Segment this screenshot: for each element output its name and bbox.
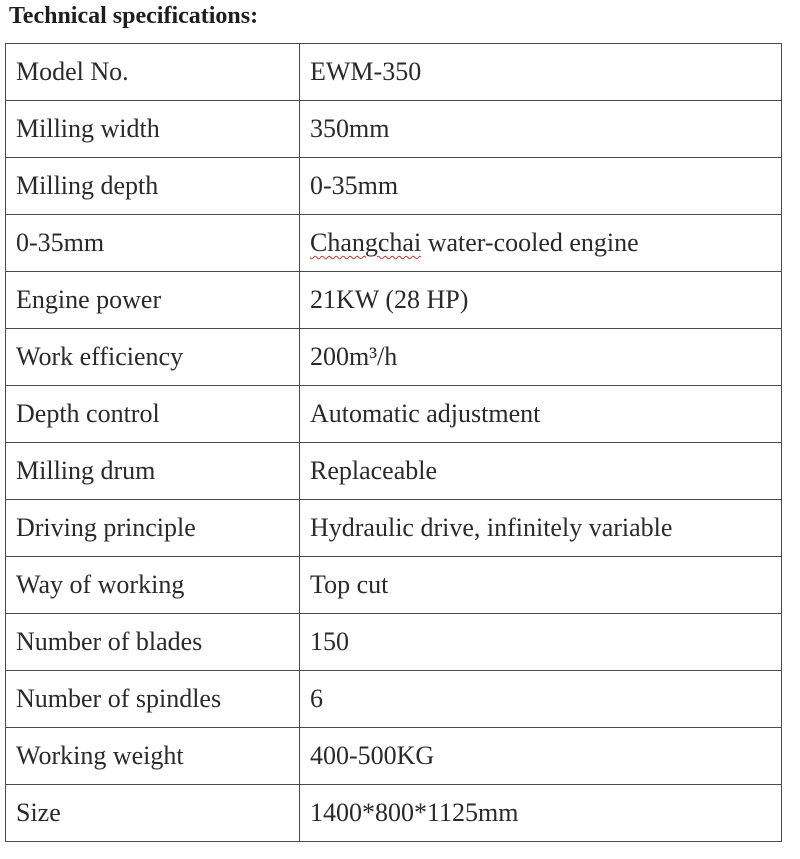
spec-value: 350mm (300, 101, 782, 158)
spec-value: EWM-350 (300, 44, 782, 101)
spec-label: Depth control (6, 386, 300, 443)
table-row (6, 443, 782, 500)
spec-label: Milling depth (6, 158, 300, 215)
spec-label: Number of spindles (6, 671, 300, 728)
spec-value: Hydraulic drive, infinitely variable (300, 500, 782, 557)
table-row (6, 215, 782, 272)
spec-value: 6 (300, 671, 782, 728)
spec-value: Replaceable (300, 443, 782, 500)
spec-label: Milling drum (6, 443, 300, 500)
spellcheck-flagged-word[interactable]: Changchai (310, 228, 422, 257)
table-row (6, 101, 782, 158)
spec-value (300, 215, 782, 272)
spec-value: Top cut (300, 557, 782, 614)
spec-value: 21KW (28 HP) (300, 272, 782, 329)
table-row (6, 44, 782, 101)
spec-label: Milling width (6, 101, 300, 158)
spec-value: 150 (300, 614, 782, 671)
table-row (6, 671, 782, 728)
spec-value: 1400*800*1125mm (300, 785, 782, 842)
spec-value-rest: water-cooled engine (421, 228, 639, 257)
spec-label: Number of blades (6, 614, 300, 671)
page-title: Technical specifications: (9, 3, 259, 29)
table-row (6, 728, 782, 785)
spec-label: Working weight (6, 728, 300, 785)
spec-value: Automatic adjustment (300, 386, 782, 443)
spec-label: Size (6, 785, 300, 842)
table-row (6, 614, 782, 671)
spec-label: Driving principle (6, 500, 300, 557)
table-row (6, 272, 782, 329)
table-row (6, 386, 782, 443)
table-row (6, 785, 782, 842)
table-row (6, 329, 782, 386)
table-row (6, 557, 782, 614)
table-row (6, 500, 782, 557)
spec-label: Work efficiency (6, 329, 300, 386)
spec-value: 0-35mm (300, 158, 782, 215)
spec-value: 400-500KG (300, 728, 782, 785)
spec-table (5, 43, 782, 842)
spec-label: Way of working (6, 557, 300, 614)
table-row (6, 158, 782, 215)
spec-label: Model No. (6, 44, 300, 101)
spec-value: 200m³/h (300, 329, 782, 386)
spec-label: 0-35mm (6, 215, 300, 272)
spec-label: Engine power (6, 272, 300, 329)
